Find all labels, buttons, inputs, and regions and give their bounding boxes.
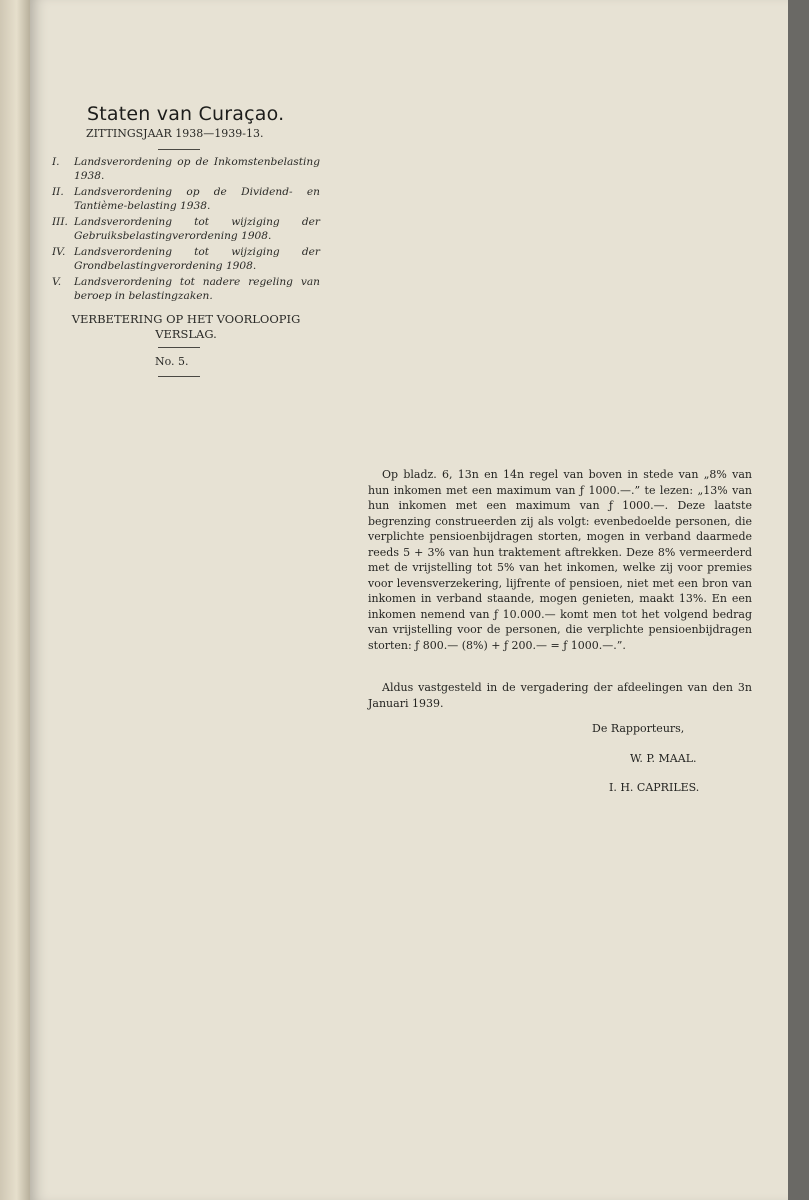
scan-border	[788, 0, 809, 1200]
closing-paragraph: Aldus vastgesteld in de vergadering der afdeelingen van den 3n Januari 1939.	[368, 681, 752, 710]
list-item: III. Landsverordening tot wijziging der Gebruiksbelastingverordening 1908.	[52, 216, 320, 242]
divider	[158, 376, 200, 377]
page-title: Staten van Curaçao.	[87, 103, 285, 125]
document-number: No. 5.	[155, 355, 189, 368]
list-item: I. Landsverordening op de Inkomstenbelasting 1938.	[52, 156, 320, 182]
divider	[158, 347, 200, 348]
list-item: V. Landsverordening tot nadere regeling van beroep in belastingzaken.	[52, 276, 320, 302]
divider	[158, 149, 200, 150]
list-item: IV. Landsverordening tot wijziging der Grondbelastingverordening 1908.	[52, 246, 320, 272]
correction-paragraph: Op bladz. 6, 13n en 14n regel van boven in stede van „8% van hun inkomen met een maximum van ƒ 1000.—.” te lezen: „13% van hun inkomen met een maximum van ƒ 1000.—. Deze laatste begrenzing construeerden zij als volgt: evenbedoelde personen, die verplichte pensioenbijdragen storten, mogen in verband daarmede reeds 5 + 3% van hun traktement aftrekken. Deze 8% vermeerderd met de vrijstelling tot 5% van het inkomen, welke zij voor premies voor levensverzekering, lijfrente of pensioen, niet met een bron van inkomen in verband staande, mogen genieten, maakt 13%. En een inkomen nemend van ƒ 10.000.— komt men tot het volgend bedrag van vrijstelling voor de personen, die verplichte pensioenbijdragen storten: ƒ 800.— (8%) + ƒ 200.— = ƒ 1000.—.”.	[368, 468, 752, 652]
left-page-edge	[0, 0, 30, 1200]
signature-label: De Rapporteurs,	[592, 722, 685, 735]
law-list	[52, 155, 320, 305]
section-title: VERBETERING OP HET VOORLOOPIG VERSLAG.	[71, 312, 301, 341]
signature-name: I. H. CAPRILES.	[609, 781, 700, 794]
list-item: II. Landsverordening op de Dividend- en Tantième-belasting 1938.	[52, 186, 320, 212]
session-year: ZITTINGSJAAR 1938—1939-13.	[86, 127, 264, 140]
signature-name: W. P. MAAL.	[630, 752, 697, 765]
